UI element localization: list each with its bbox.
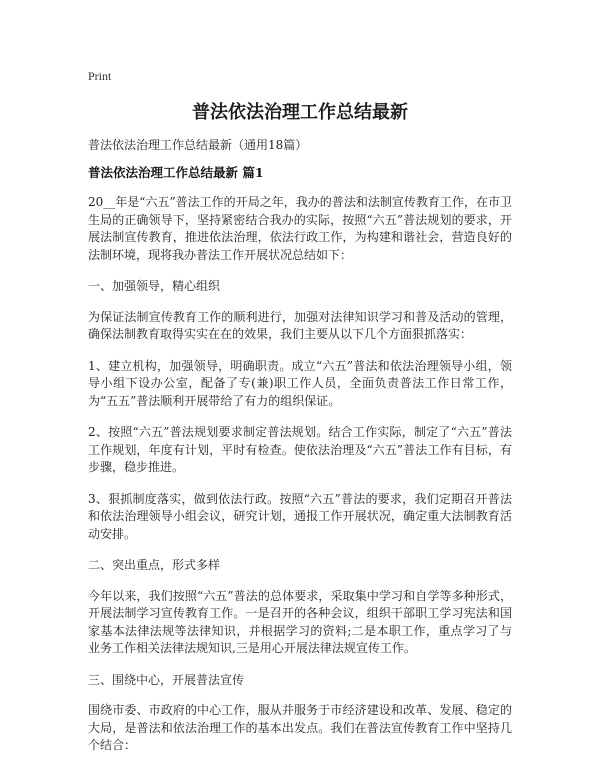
paragraph-item-1: 1、建立机构，加强领导，明确职责。成立“六五”普法和依法治理领导小组，领导小组下设办公室，配备了专(兼)职工作人员，全面负责普法工作日常工作，为“五五”普法顺利开展带给了有力的组织保证。 [88,358,512,408]
paragraph-item-2: 2、按照“六五”普法规划要求制定普法规划。结合工作实际，制定了“六五”普法工作规划，年度有计划，平时有检查。使依法治理及“六五”普法工作有目标，有步骤，稳步推进。 [88,425,512,474]
document-subtitle: 普法依法治理工作总结最新（通用18篇） [88,138,308,152]
article-heading: 普法依法治理工作总结最新 篇1 [88,165,264,180]
paragraph-section3: 围绕市委、市政府的中心工作，服从并服务于市经济建设和改革、发展、稳定的大局，是普法和依法治理工作的基本出发点。我们在普法宣传教育工作中坚持几个结合： [88,703,512,752]
paragraph-section2: 今年以来，我们按照“六五”普法的总体要求，采取集中学习和自学等多种形式，开展法制学习宣传教育工作。一是召开的各种会议，组织干部职工学习宪法和国家基本法律法规等法律知识，并根据学习的资料;二是本职工作，重点学习了与业务工作相关法律法规知识,三是用心开展法律法规宣传工作。 [88,588,512,655]
section-heading-3: 三、围绕中心，开展普法宣传 [88,672,245,687]
section-heading-1: 一、加强领导，精心组织 [88,279,221,293]
paragraph-item-3: 3、狠抓制度落实，做到依法行政。按照“六五”普法的要求，我们定期召开普法和依法治理领导小组会议，研究计划，通报工作开展状况，确定重大法制教育活动安排。 [88,491,512,541]
section-heading-2: 二、突出重点，形式多样 [88,558,221,572]
paragraph-intro: 20__年是“六五”普法工作的开局之年，我办的普法和法制宣传教育工作，在市卫生局的正确领导下，坚持紧密结合我办的实际，按照“六五”普法规划的要求，开展法制宣传教育，推进依法治理，依法行政工作，为构建和谐社会，营造良好的法制环境，现将我办普法工作开展状况总结如下： [88,195,512,262]
paragraph-section1-intro: 为保证法制宣传教育工作的顺利进行，加强对法律知识学习和普及活动的管理，确保法制教育取得实实在在的效果，我们主要从以下几个方面狠抓落实： [88,309,512,341]
document-title: 普法依法治理工作总结最新 [192,102,408,123]
print-label[interactable]: Print [88,69,112,83]
